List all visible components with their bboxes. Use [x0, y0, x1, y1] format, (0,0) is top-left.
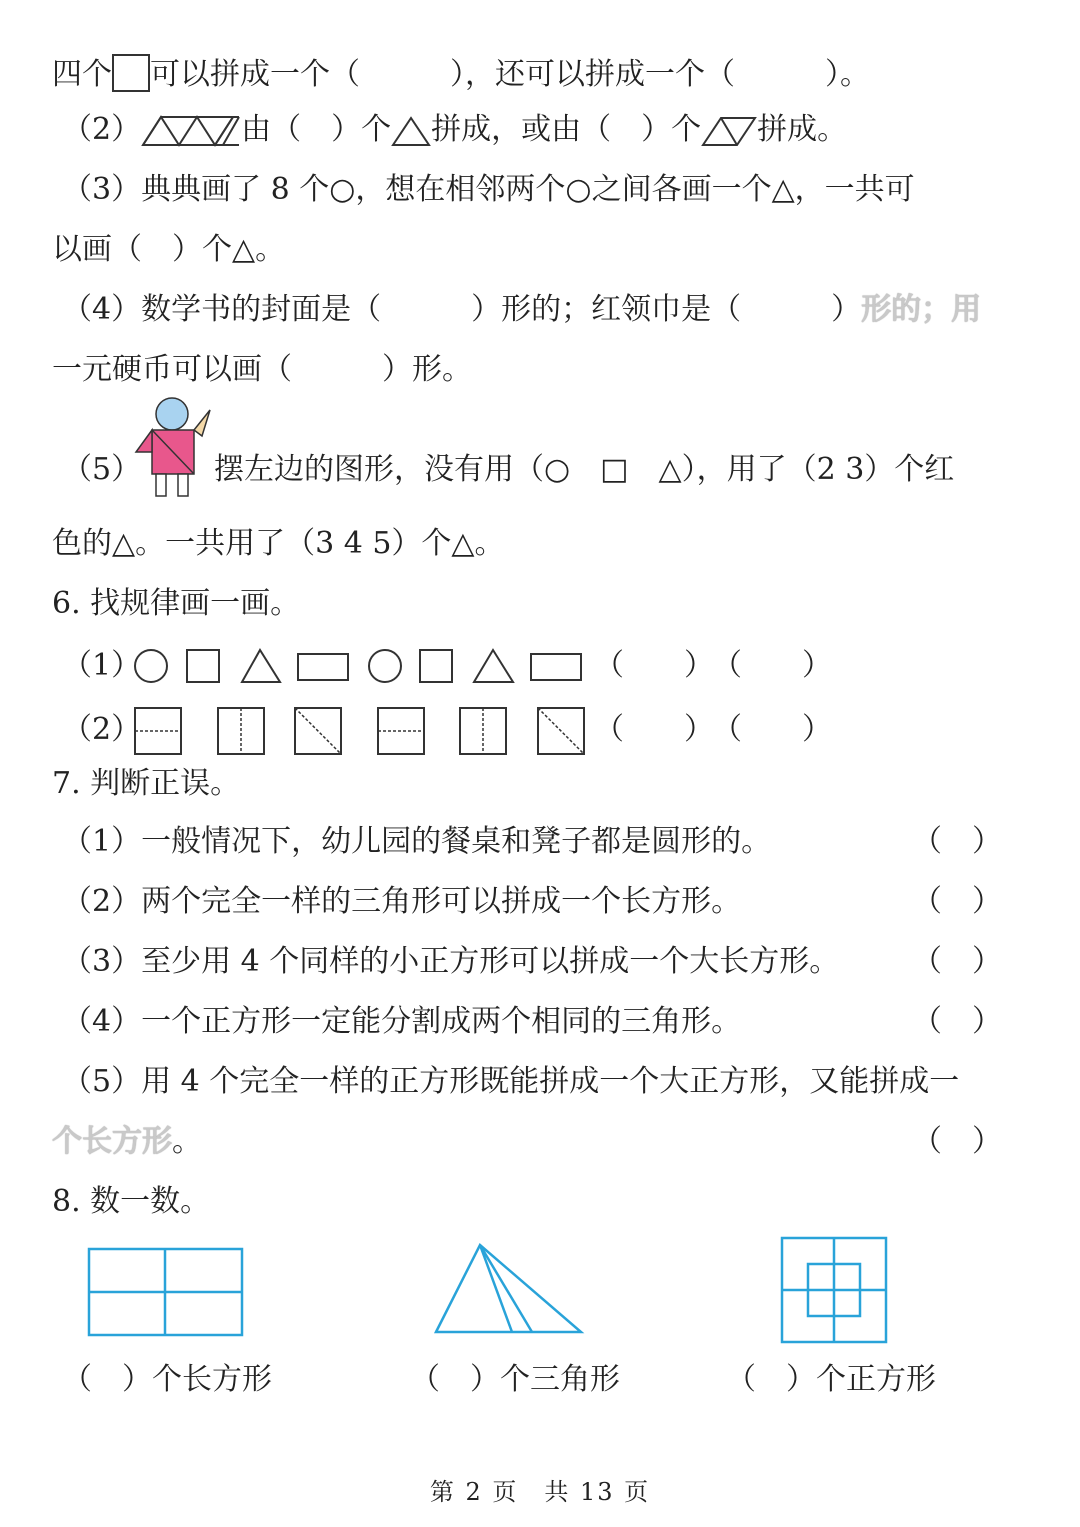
rectangle-icon	[531, 654, 581, 680]
q5-p4-text: （4）数学书的封面是（ ）形的；红领巾是（ ）	[62, 292, 862, 327]
q5-p2	[62, 110, 847, 150]
q7-item-5: （5）用 4 个完全一样的正方形既能拼成一个大正方形，又能拼成一	[62, 1064, 960, 1099]
rectangle-icon	[298, 654, 348, 680]
q8-rectangle-figure	[88, 1248, 244, 1338]
square-diagonal-dashed-icon	[538, 708, 584, 754]
q7-title: 7. 判断正误。	[52, 766, 241, 801]
q7-item-5-watermarked: 个长方形	[52, 1124, 172, 1159]
q5-line1-a: 四个	[52, 57, 112, 92]
q5-p2-text2: 拼成，或由（ ）个	[431, 112, 702, 147]
q8-square-figure	[780, 1236, 890, 1344]
square-icon	[112, 54, 150, 92]
page-footer: 第 2 页 共 13 页	[429, 1478, 651, 1506]
q7-answer-4[interactable]: （ ）	[912, 1004, 1002, 1039]
q5-p3-line2: 以画（ ）个△。	[52, 232, 286, 267]
q5-p4-line2: 一元硬币可以画（ ）形。	[52, 352, 472, 387]
parallelogram-icon	[701, 115, 757, 147]
square-horizontal-dashed-icon	[378, 708, 424, 754]
q5-p2-text1: 由（ ）个	[241, 112, 392, 147]
q7-item-4: （4）一个正方形一定能分割成两个相同的三角形。	[62, 1004, 742, 1039]
q5-p2-text3: 拼成。	[757, 112, 848, 147]
q7-item-5-line2	[52, 1122, 202, 1162]
square-vertical-dashed-icon	[218, 708, 264, 754]
q8-triangle-figure	[434, 1242, 584, 1336]
shape-person-figure-icon	[130, 394, 216, 500]
q6-row1-shapes	[130, 646, 590, 686]
q8-label-triangles[interactable]: （ ）个三角形	[410, 1362, 620, 1397]
triangle-icon	[474, 650, 513, 682]
q8-title: 8. 数一数。	[52, 1184, 211, 1219]
q5-p5-line2: 色的△。一共用了（3 4 5）个△。	[52, 526, 505, 561]
q6-row1-label: （1）	[62, 648, 142, 683]
q5-p3-line1: （3）典典画了 8 个○，想在相邻两个○之间各画一个△，一共可	[62, 172, 915, 207]
q6-row1-blank-1[interactable]: （ ）	[594, 648, 714, 683]
q7-answer-5[interactable]: （ ）	[912, 1124, 1002, 1159]
q7-item-5-end: 。	[172, 1124, 202, 1159]
q7-answer-1[interactable]: （ ）	[912, 824, 1002, 859]
q7-item-1: （1）一般情况下，幼儿园的餐桌和凳子都是圆形的。	[62, 824, 772, 859]
q7-answer-3[interactable]: （ ）	[912, 944, 1002, 979]
q6-row1-blank-2[interactable]: （ ）	[712, 648, 832, 683]
q6-title: 6. 找规律画一画。	[52, 586, 301, 621]
q8-label-squares[interactable]: （ ）个正方形	[726, 1362, 936, 1397]
circle-icon	[135, 650, 167, 682]
triangle-icon	[391, 115, 431, 147]
q5-p5-text: 摆左边的图形，没有用（○ □ △），用了（2 3）个红	[214, 452, 955, 487]
triangle-icon	[242, 650, 280, 682]
square-icon	[187, 650, 219, 682]
q6-row2-label: （2）	[62, 712, 142, 747]
q5-line1-b: 可以拼成一个（ ），还可以拼成一个（ ）。	[150, 57, 870, 92]
square-icon	[420, 650, 452, 682]
q7-item-2: （2）两个完全一样的三角形可以拼成一个长方形。	[62, 884, 742, 919]
q6-row2-blank-2[interactable]: （ ）	[712, 712, 832, 747]
q5-p4-watermarked-text: 形的；用	[861, 292, 982, 327]
q7-answer-2[interactable]: （ ）	[912, 884, 1002, 919]
q8-label-rectangles[interactable]: （ ）个长方形	[62, 1362, 272, 1397]
q6-row2-shapes	[134, 706, 594, 756]
three-triangle-trapezoid-icon	[141, 115, 241, 147]
q5-p5-label: （5）	[62, 452, 142, 487]
q7-item-3: （3）至少用 4 个同样的小正方形可以拼成一个大长方形。	[62, 944, 840, 979]
square-diagonal-dashed-icon	[295, 708, 341, 754]
square-horizontal-dashed-icon	[135, 708, 181, 754]
circle-icon	[369, 650, 401, 682]
q5-line1	[52, 54, 870, 95]
square-vertical-dashed-icon	[460, 708, 506, 754]
q5-p4-line1	[62, 290, 981, 330]
q6-row2-blank-1[interactable]: （ ）	[594, 712, 714, 747]
q5-p2-label: （2）	[62, 112, 142, 147]
